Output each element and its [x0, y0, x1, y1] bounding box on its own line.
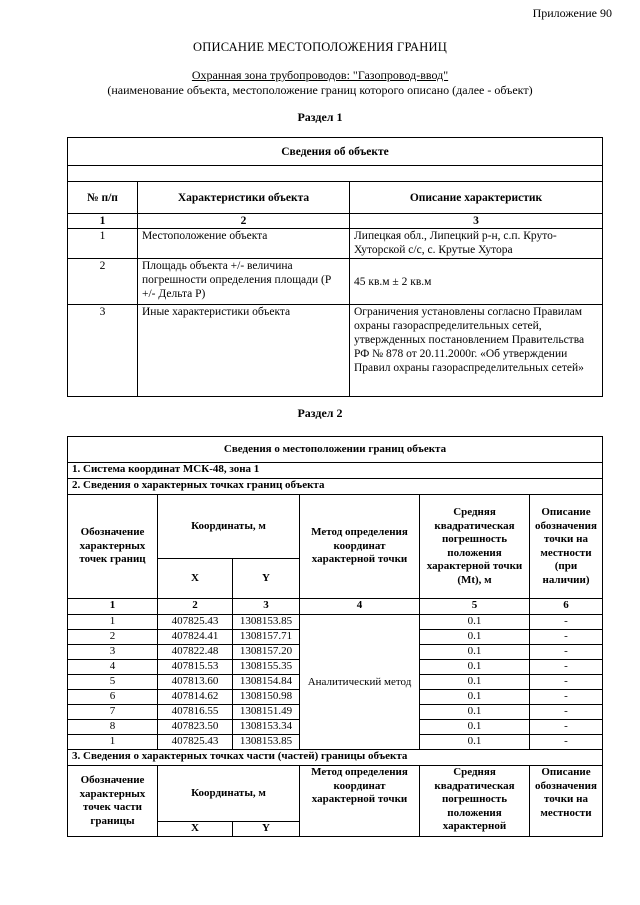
object-name: Охранная зона трубопроводов: "Газопровод-ввод" [191, 68, 449, 82]
object-info-table-title: Сведения об объекте [68, 138, 603, 166]
row-characteristic: Площадь объекта +/- величина погрешности определения площади (Р +/- Дельта Р) [138, 259, 350, 305]
row-description: 45 кв.м ± 2 кв.м [350, 259, 603, 305]
col-number-3: 3 [350, 214, 603, 229]
point-y: 1308153.85 [233, 615, 300, 630]
row-characteristic: Местоположение объекта [138, 229, 350, 259]
header-point-description: Описание обозначения точки на местности (при наличии) [530, 495, 603, 599]
part-header-method: Метод определения координат характерной точки [300, 766, 420, 837]
object-info-table [67, 137, 603, 397]
point-y: 1308153.85 [233, 735, 300, 750]
point-y: 1308150.98 [233, 690, 300, 705]
table-row [68, 305, 603, 397]
point-accuracy: 0.1 [420, 675, 530, 690]
point-y: 1308154.84 [233, 675, 300, 690]
col-number-1: 1 [68, 214, 138, 229]
point-x: 407825.43 [158, 615, 233, 630]
part-points-section-title: 3. Сведения о характерных точках части (частей) границы объекта [68, 750, 603, 766]
point-x: 407816.55 [158, 705, 233, 720]
spacer-row [68, 166, 603, 182]
point-number: 7 [68, 705, 158, 720]
point-description: - [530, 720, 603, 735]
point-number: 1 [68, 735, 158, 750]
row-number: 2 [68, 259, 138, 305]
row-characteristic: Иные характеристики объекта [138, 305, 350, 397]
boundary-table-title: Сведения о местоположении границ объекта [68, 437, 603, 463]
point-x: 407822.48 [158, 645, 233, 660]
part-header-coordinates: Координаты, м [158, 766, 300, 822]
point-accuracy: 0.1 [420, 660, 530, 675]
point-accuracy: 0.1 [420, 690, 530, 705]
header-coordinates: Координаты, м [158, 495, 300, 559]
boundary-table [67, 436, 603, 837]
point-description: - [530, 615, 603, 630]
point-number: 2 [68, 630, 158, 645]
point-y: 1308157.71 [233, 630, 300, 645]
point-x: 407824.41 [158, 630, 233, 645]
row-number: 3 [68, 305, 138, 397]
col-number-2: 2 [158, 599, 233, 615]
col-number-3: 3 [233, 599, 300, 615]
point-number: 8 [68, 720, 158, 735]
point-y: 1308151.49 [233, 705, 300, 720]
part-header-point-description: Описание обозначения точки на местности [530, 766, 603, 837]
col-number-4: 4 [300, 599, 420, 615]
part-header-point: Обозначение характерных точек части границы [68, 766, 158, 837]
point-y: 1308153.34 [233, 720, 300, 735]
point-x: 407815.53 [158, 660, 233, 675]
col-number-6: 6 [530, 599, 603, 615]
header-description: Описание характеристик [350, 182, 603, 214]
header-method: Метод определения координат характерной точки [300, 495, 420, 599]
point-accuracy: 0.1 [420, 615, 530, 630]
point-description: - [530, 660, 603, 675]
object-heading [0, 68, 640, 98]
point-number: 1 [68, 615, 158, 630]
section-2-title: Раздел 2 [297, 406, 343, 420]
point-y: 1308155.35 [233, 660, 300, 675]
section-1-title: Раздел 1 [297, 110, 343, 124]
point-accuracy: 0.1 [420, 705, 530, 720]
header-characteristic: Характеристики объекта [138, 182, 350, 214]
table-row [68, 615, 603, 630]
point-number: 6 [68, 690, 158, 705]
point-x: 407825.43 [158, 735, 233, 750]
col-number-5: 5 [420, 599, 530, 615]
header-x: X [158, 559, 233, 599]
object-note: (наименование объекта, местоположение границ которого описано (далее - объект) [107, 83, 533, 97]
point-y: 1308157.20 [233, 645, 300, 660]
header-accuracy: Средняя квадратическая погрешность положения характерной точки (Mt), м [420, 495, 530, 599]
point-description: - [530, 630, 603, 645]
point-description: - [530, 735, 603, 750]
point-description: - [530, 675, 603, 690]
point-accuracy: 0.1 [420, 645, 530, 660]
point-number: 5 [68, 675, 158, 690]
row-description: Липецкая обл., Липецкий р-н, с.п. Круто-Хуторской с/с, с. Крутые Хутора [350, 229, 603, 259]
point-x: 407813.60 [158, 675, 233, 690]
header-y: Y [233, 559, 300, 599]
part-header-y: Y [233, 822, 300, 837]
appendix-label: Приложение 90 [532, 6, 612, 20]
coordinate-system: 1. Система координат МСК-48, зона 1 [68, 463, 603, 479]
part-header-x: X [158, 822, 233, 837]
points-section-title: 2. Сведения о характерных точках границ объекта [68, 479, 603, 495]
header-point: Обозначение характерных точек границ [68, 495, 158, 599]
table-row [68, 229, 603, 259]
document-title: ОПИСАНИЕ МЕСТОПОЛОЖЕНИЯ ГРАНИЦ [193, 40, 447, 54]
point-number: 3 [68, 645, 158, 660]
method-value: Аналитический метод [300, 615, 420, 750]
point-accuracy: 0.1 [420, 630, 530, 645]
point-description: - [530, 690, 603, 705]
col-number-1: 1 [68, 599, 158, 615]
header-number: № п/п [68, 182, 138, 214]
point-x: 407814.62 [158, 690, 233, 705]
table-row [68, 259, 603, 305]
part-header-accuracy: Средняя квадратическая погрешность положения характерной [420, 766, 530, 837]
point-accuracy: 0.1 [420, 735, 530, 750]
row-description: Ограничения установлены согласно Правилам охраны газораспределительных сетей, утвержденных постановлением Правительства РФ № 878 от 20.11.2000г. «Об утверждении Правил охраны газораспределительных сетей» [350, 305, 603, 397]
row-number: 1 [68, 229, 138, 259]
point-accuracy: 0.1 [420, 720, 530, 735]
point-x: 407823.50 [158, 720, 233, 735]
point-description: - [530, 645, 603, 660]
col-number-2: 2 [138, 214, 350, 229]
point-number: 4 [68, 660, 158, 675]
point-description: - [530, 705, 603, 720]
